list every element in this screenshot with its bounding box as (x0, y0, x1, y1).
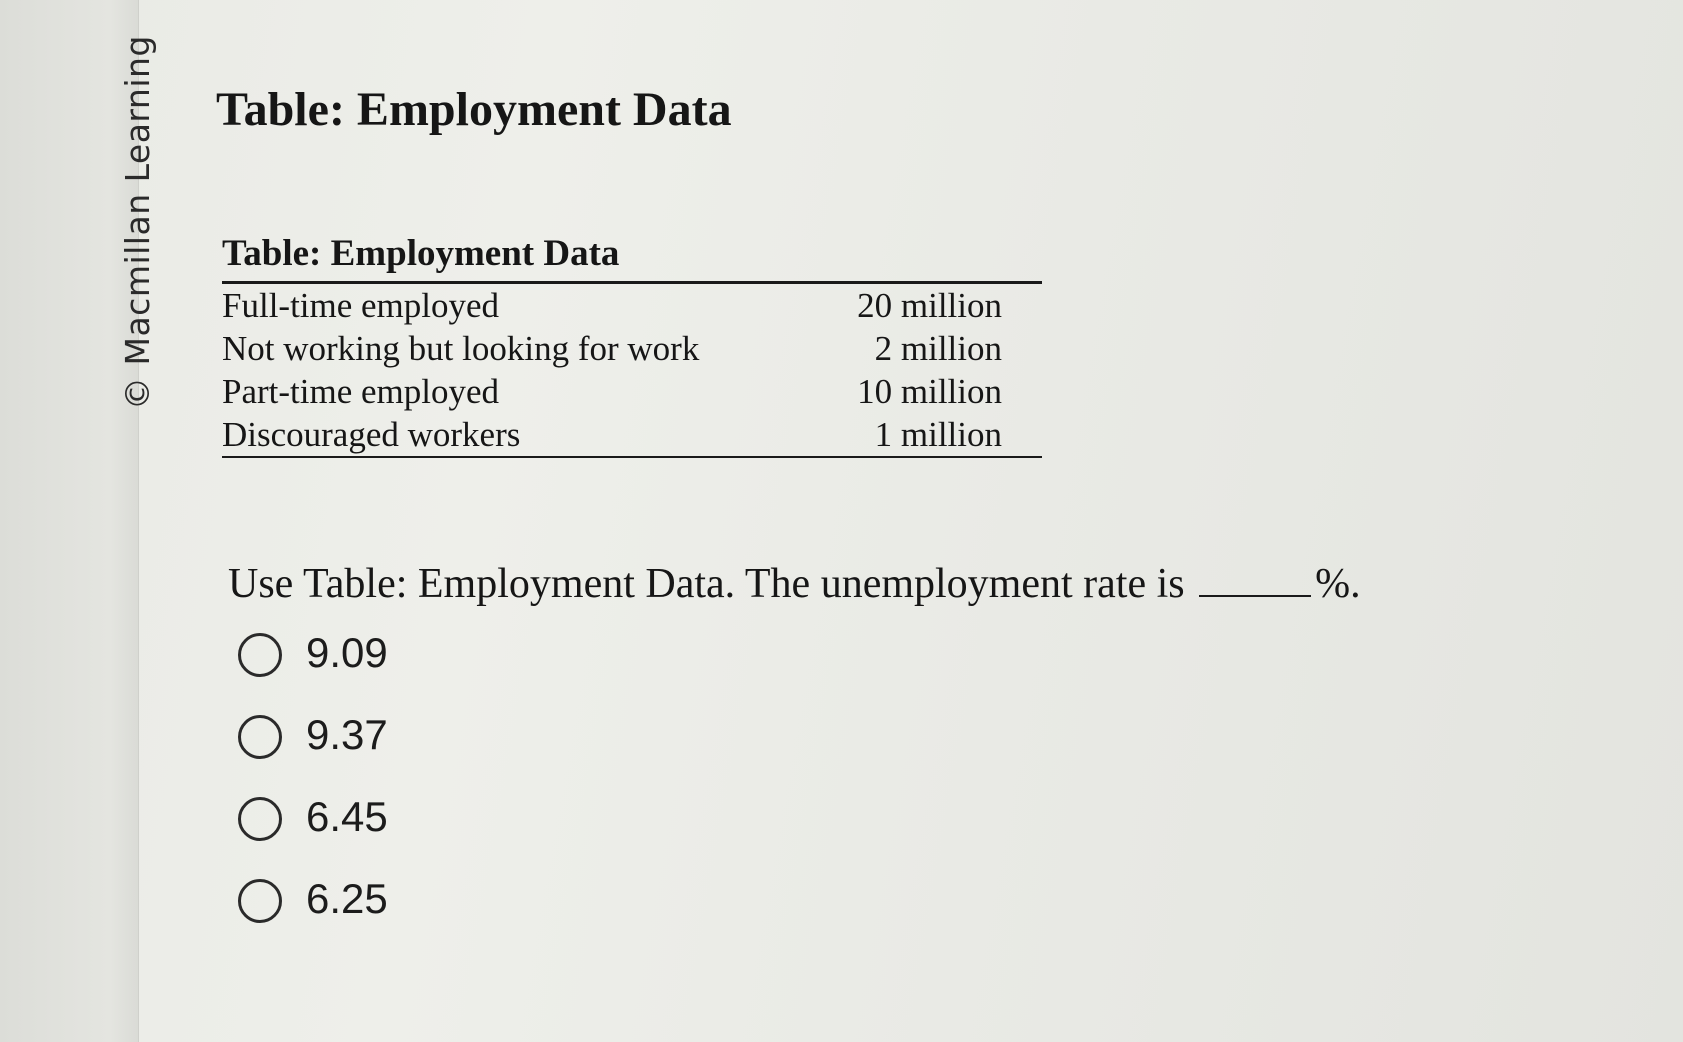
question-text (228, 560, 1361, 608)
row-label: Full-time employed (222, 286, 500, 325)
option-label: 9.09 (306, 629, 388, 676)
option-label: 9.37 (306, 711, 388, 758)
page-title: Table: Employment Data (216, 83, 732, 136)
radio-button[interactable] (238, 715, 282, 759)
row-value: 20 million (857, 286, 1002, 325)
row-label: Discouraged workers (222, 415, 521, 454)
row-label: Not working but looking for work (222, 329, 700, 368)
row-value: 2 million (874, 329, 1002, 368)
answer-blank (1199, 565, 1311, 597)
option-label: 6.45 (306, 793, 388, 840)
radio-button[interactable] (238, 633, 282, 677)
option-3[interactable] (238, 789, 388, 871)
employment-table (222, 232, 1042, 458)
copyright-notice: © Macmillan Learning (118, 35, 157, 410)
table-row (222, 370, 1042, 413)
table-caption: Table: Employment Data (222, 232, 1042, 284)
radio-button[interactable] (238, 797, 282, 841)
employment-data-table (222, 284, 1042, 458)
table-row (222, 327, 1042, 370)
option-2[interactable] (238, 707, 388, 789)
row-value: 1 million (874, 415, 1002, 454)
row-label: Part-time employed (222, 372, 500, 411)
option-label: 6.25 (306, 875, 388, 922)
option-1[interactable] (238, 625, 388, 707)
radio-button[interactable] (238, 879, 282, 923)
row-value: 10 million (857, 372, 1002, 411)
option-4[interactable] (238, 871, 388, 953)
table-row (222, 413, 1042, 457)
table-row (222, 284, 1042, 327)
answer-options (238, 625, 388, 953)
question-suffix: %. (1315, 561, 1361, 607)
question-prefix: Use Table: Employment Data. The unemployment rate is (228, 561, 1185, 607)
